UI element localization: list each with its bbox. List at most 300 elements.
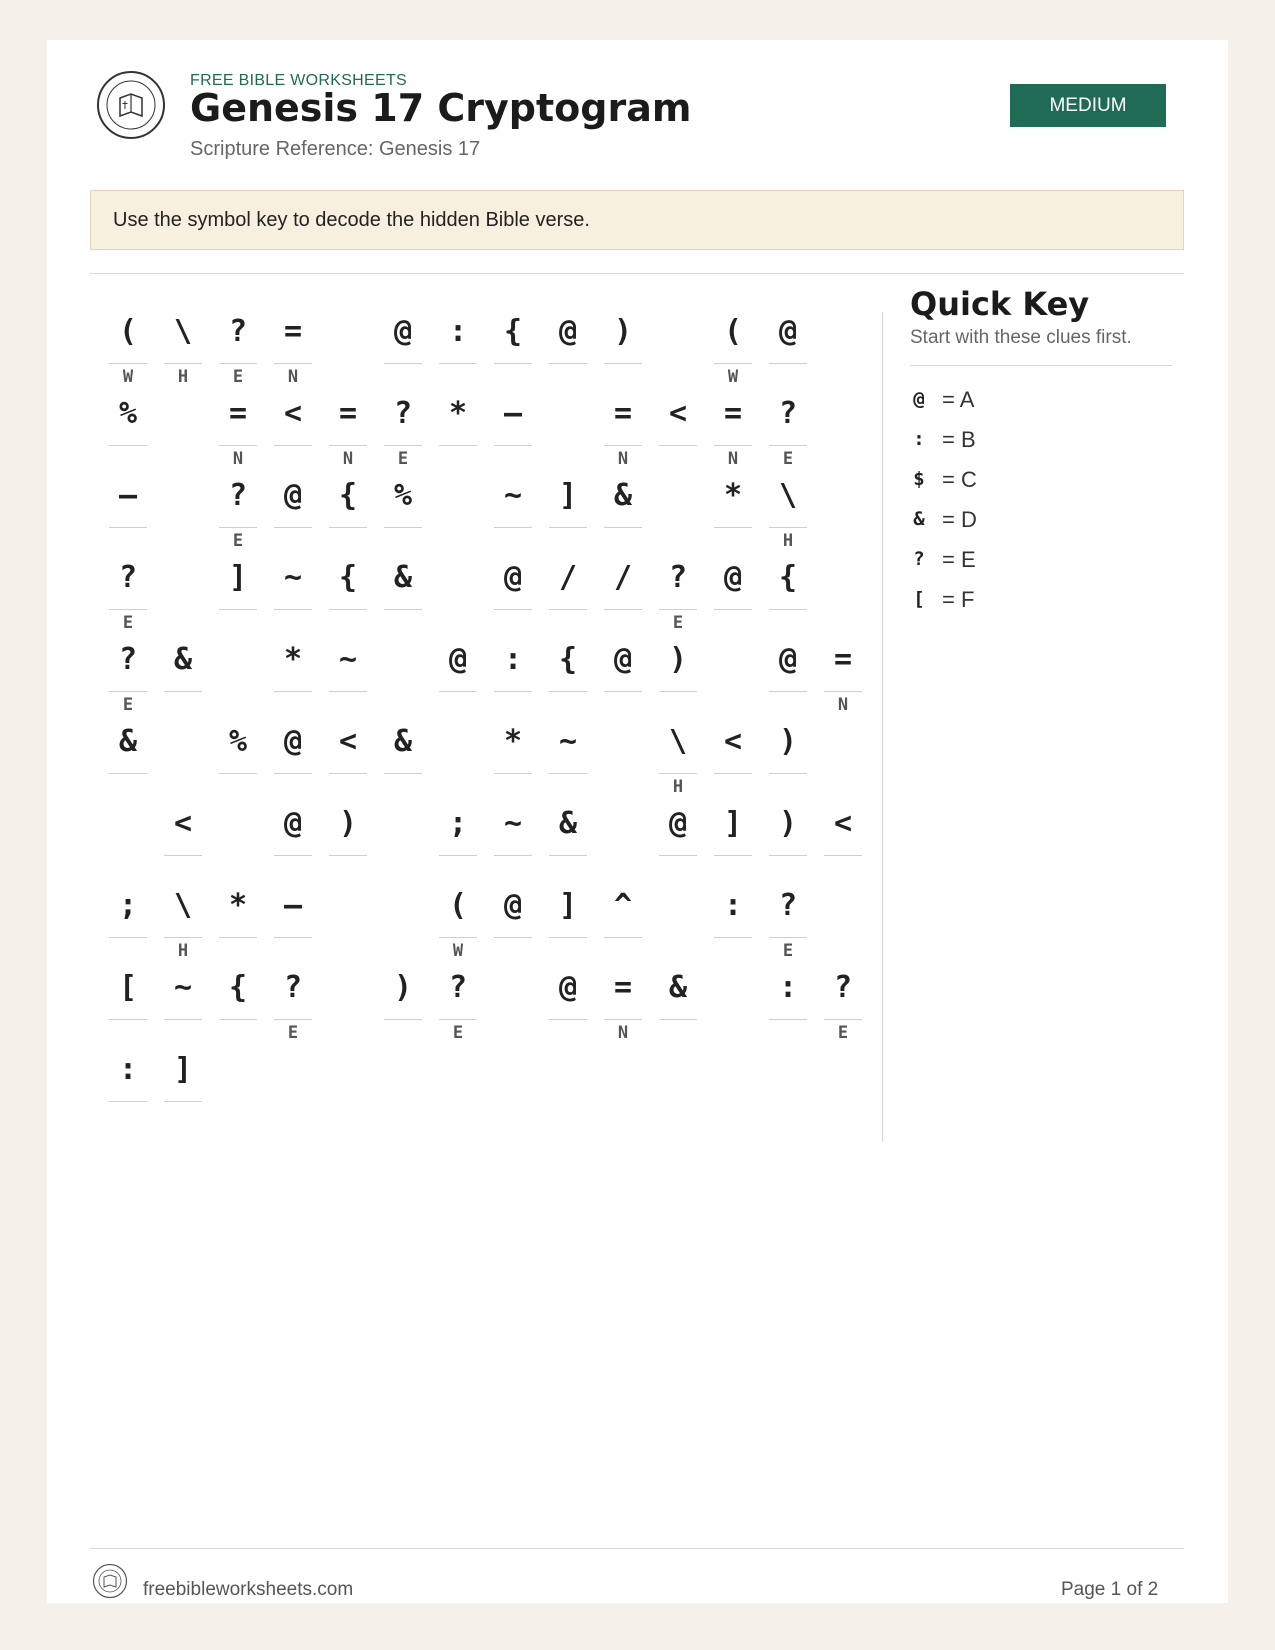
answer-letter [659, 1023, 697, 1043]
cipher-cell[interactable] [219, 469, 257, 551]
cipher-cell[interactable] [384, 961, 422, 1043]
answer-line[interactable] [219, 363, 257, 364]
cipher-symbol: = [833, 642, 853, 677]
answer-letter [329, 859, 367, 879]
cipher-symbol: & [393, 560, 413, 595]
cipher-cell[interactable] [769, 387, 807, 469]
answer-line[interactable] [164, 691, 202, 692]
cipher-cell[interactable] [659, 797, 697, 879]
answer-letter [384, 777, 422, 797]
cipher-cell[interactable] [274, 305, 312, 387]
cipher-cell[interactable] [769, 551, 807, 633]
cipher-cell[interactable] [604, 469, 642, 551]
answer-line[interactable] [714, 855, 752, 856]
answer-line[interactable] [329, 773, 367, 774]
cipher-cell[interactable] [769, 305, 807, 387]
cipher-cell[interactable] [714, 879, 752, 961]
cipher-cell[interactable] [439, 879, 477, 961]
cipher-cell[interactable] [439, 961, 477, 1043]
answer-line[interactable] [219, 937, 257, 938]
cipher-cell[interactable] [769, 715, 807, 797]
cipher-symbol: { [558, 642, 578, 677]
cipher-symbol: = [283, 314, 303, 349]
cipher-cell[interactable] [219, 387, 257, 469]
cipher-symbol: % [393, 478, 413, 513]
cipher-cell[interactable] [164, 879, 202, 961]
cipher-cell[interactable] [494, 797, 532, 879]
answer-line[interactable] [549, 937, 587, 938]
cipher-cell[interactable] [769, 879, 807, 961]
answer-line[interactable] [769, 855, 807, 856]
cipher-symbol: < [668, 396, 688, 431]
answer-line[interactable] [274, 773, 312, 774]
answer-line[interactable] [329, 445, 367, 446]
answer-letter [549, 941, 587, 961]
footer-divider [90, 1548, 1184, 1549]
cipher-cell[interactable] [604, 961, 642, 1043]
answer-letter [274, 613, 312, 633]
answer-line[interactable] [714, 527, 752, 528]
cipher-cell[interactable] [714, 387, 752, 469]
answer-letter: W [727, 367, 739, 387]
cipher-cell[interactable] [219, 879, 257, 961]
cipher-cell[interactable] [549, 715, 587, 797]
answer-letter [164, 859, 202, 879]
answer-letter [494, 695, 532, 715]
answer-letter: H [782, 531, 794, 551]
quick-key-subtitle: Start with these clues first. [910, 327, 1132, 348]
answer-letter [714, 941, 752, 961]
answer-line[interactable] [769, 937, 807, 938]
cipher-cell[interactable] [274, 879, 312, 961]
answer-line[interactable] [274, 691, 312, 692]
answer-letter [219, 777, 257, 797]
answer-line[interactable] [549, 855, 587, 856]
cipher-symbol: & [558, 806, 578, 841]
cipher-cell[interactable] [164, 797, 202, 879]
answer-letter: W [122, 367, 134, 387]
cipher-cell[interactable] [329, 469, 367, 551]
cipher-cell[interactable] [329, 797, 367, 879]
answer-line[interactable] [109, 445, 147, 446]
answer-line[interactable] [769, 363, 807, 364]
cipher-cell[interactable] [659, 387, 697, 469]
column-divider [882, 312, 883, 1142]
cipher-cell[interactable] [439, 797, 477, 879]
answer-line[interactable] [604, 363, 642, 364]
cipher-cell[interactable] [659, 633, 697, 715]
cipher-cell[interactable] [659, 551, 697, 633]
cipher-cell[interactable] [494, 715, 532, 797]
answer-line[interactable] [549, 691, 587, 692]
answer-line[interactable] [659, 691, 697, 692]
answer-line[interactable] [494, 527, 532, 528]
answer-line[interactable] [439, 691, 477, 692]
answer-line[interactable] [109, 937, 147, 938]
answer-line[interactable] [659, 445, 697, 446]
answer-line[interactable] [549, 1019, 587, 1020]
answer-letter [439, 449, 477, 469]
answer-line[interactable] [604, 445, 642, 446]
cipher-symbol: @ [558, 970, 578, 1005]
cipher-symbol: < [833, 806, 853, 841]
cipher-cell[interactable] [164, 305, 202, 387]
cipher-cell[interactable] [769, 797, 807, 879]
answer-letter [164, 1023, 202, 1043]
answer-line[interactable] [494, 363, 532, 364]
answer-letter [384, 531, 422, 551]
cipher-cell[interactable] [549, 305, 587, 387]
cipher-cell[interactable] [604, 305, 642, 387]
cipher-cell[interactable] [109, 715, 147, 797]
answer-line[interactable] [604, 691, 642, 692]
cipher-symbol: ) [778, 724, 798, 759]
answer-line[interactable] [659, 773, 697, 774]
cipher-cell[interactable] [329, 715, 367, 797]
answer-line[interactable] [219, 773, 257, 774]
answer-letter [769, 613, 807, 633]
answer-letter: N [342, 449, 354, 469]
answer-line[interactable] [549, 773, 587, 774]
cipher-cell[interactable] [274, 797, 312, 879]
cipher-cell[interactable] [549, 879, 587, 961]
answer-line[interactable] [109, 363, 147, 364]
cipher-cell[interactable] [274, 715, 312, 797]
answer-line[interactable] [769, 609, 807, 610]
answer-line[interactable] [494, 855, 532, 856]
cipher-cell[interactable] [604, 551, 642, 633]
cipher-cell[interactable] [164, 1043, 202, 1125]
answer-line[interactable] [439, 937, 477, 938]
cipher-symbol: ? [283, 970, 303, 1005]
answer-line[interactable] [659, 855, 697, 856]
answer-letter [769, 1023, 807, 1043]
cipher-cell[interactable] [274, 551, 312, 633]
answer-line[interactable] [164, 363, 202, 364]
cipher-symbol: & [118, 724, 138, 759]
cipher-symbol: ^ [613, 888, 633, 923]
answer-letter [604, 695, 642, 715]
answer-line[interactable] [329, 527, 367, 528]
answer-line[interactable] [494, 773, 532, 774]
answer-line[interactable] [494, 445, 532, 446]
answer-line[interactable] [769, 445, 807, 446]
answer-line[interactable] [219, 527, 257, 528]
cipher-cell[interactable] [769, 633, 807, 715]
cipher-cell[interactable] [384, 469, 422, 551]
cipher-symbol: \ [173, 314, 193, 349]
cipher-symbol: / [558, 560, 578, 595]
answer-line[interactable] [714, 937, 752, 938]
answer-letter [714, 777, 752, 797]
cipher-cell[interactable] [714, 715, 752, 797]
cipher-symbol: ] [558, 478, 578, 513]
answer-letter [494, 777, 532, 797]
answer-letter [659, 859, 697, 879]
answer-letter [274, 449, 312, 469]
cipher-symbol: ] [723, 806, 743, 841]
answer-letter [219, 613, 257, 633]
cipher-symbol: ~ [283, 560, 303, 595]
cipher-symbol: < [723, 724, 743, 759]
answer-letter [219, 1023, 257, 1043]
quick-key-item [910, 500, 1172, 540]
answer-letter [494, 449, 532, 469]
cipher-symbol: ? [778, 888, 798, 923]
cipher-cell[interactable] [494, 633, 532, 715]
cipher-cell[interactable] [494, 879, 532, 961]
answer-letter [604, 613, 642, 633]
cipher-symbol: * [448, 396, 468, 431]
cipher-symbol: ? [448, 970, 468, 1005]
answer-line[interactable] [109, 1101, 147, 1102]
answer-line[interactable] [274, 855, 312, 856]
cipher-symbol: \ [778, 478, 798, 513]
cipher-cell[interactable] [164, 633, 202, 715]
cipher-cell[interactable] [439, 387, 477, 469]
difficulty-badge: MEDIUM [1010, 84, 1166, 127]
answer-letter: N [232, 449, 244, 469]
cipher-cell[interactable] [714, 469, 752, 551]
answer-letter [494, 613, 532, 633]
answer-line[interactable] [769, 1019, 807, 1020]
answer-line[interactable] [604, 609, 642, 610]
cipher-symbol: ? [118, 560, 138, 595]
cipher-cell[interactable] [109, 387, 147, 469]
cipher-symbol: @ [778, 642, 798, 677]
answer-line[interactable] [384, 1019, 422, 1020]
answer-line[interactable] [329, 855, 367, 856]
answer-letter [274, 531, 312, 551]
answer-letter [439, 367, 477, 387]
answer-line[interactable] [714, 773, 752, 774]
answer-line[interactable] [219, 1019, 257, 1020]
cipher-cell[interactable] [659, 961, 697, 1043]
cipher-cell[interactable] [714, 551, 752, 633]
cipher-cell[interactable] [329, 633, 367, 715]
answer-line[interactable] [384, 363, 422, 364]
answer-line[interactable] [494, 609, 532, 610]
key-value: = B [942, 427, 976, 452]
answer-line[interactable] [164, 937, 202, 938]
answer-line[interactable] [769, 691, 807, 692]
answer-line[interactable] [439, 445, 477, 446]
answer-line[interactable] [274, 363, 312, 364]
cipher-symbol: \ [668, 724, 688, 759]
cipher-cell[interactable] [109, 551, 147, 633]
cipher-cell[interactable] [384, 551, 422, 633]
cipher-symbol: @ [778, 314, 798, 349]
cipher-cell[interactable] [219, 305, 257, 387]
cipher-symbol: : [448, 314, 468, 349]
cipher-symbol: { [503, 314, 523, 349]
quick-key-item [910, 420, 1172, 460]
answer-letter [439, 695, 477, 715]
cipher-cell[interactable] [549, 633, 587, 715]
answer-letter [219, 941, 257, 961]
brand-name: FREE BIBLE WORKSHEETS [190, 72, 408, 89]
answer-letter [714, 531, 752, 551]
cipher-cell[interactable] [604, 387, 642, 469]
answer-line[interactable] [109, 773, 147, 774]
cipher-cell[interactable] [109, 305, 147, 387]
answer-line[interactable] [329, 609, 367, 610]
answer-line[interactable] [769, 527, 807, 528]
answer-line[interactable] [274, 445, 312, 446]
answer-line[interactable] [274, 527, 312, 528]
cipher-cell[interactable] [494, 387, 532, 469]
cipher-symbol: % [228, 724, 248, 759]
cipher-cell[interactable] [329, 551, 367, 633]
cipher-cell[interactable] [824, 633, 862, 715]
answer-line[interactable] [439, 363, 477, 364]
cipher-cell[interactable] [769, 961, 807, 1043]
answer-line[interactable] [604, 1019, 642, 1020]
answer-line[interactable] [164, 1019, 202, 1020]
cipher-cell[interactable] [274, 633, 312, 715]
cipher-cell[interactable] [549, 551, 587, 633]
cipher-cell[interactable] [604, 633, 642, 715]
cipher-cell[interactable] [274, 961, 312, 1043]
cipher-symbol: @ [283, 806, 303, 841]
answer-line[interactable] [714, 609, 752, 610]
cipher-cell[interactable] [824, 797, 862, 879]
cipher-symbol: ? [833, 970, 853, 1005]
cipher-cell[interactable] [109, 633, 147, 715]
cipher-symbol: ) [778, 806, 798, 841]
answer-letter: N [837, 695, 849, 715]
answer-line[interactable] [824, 855, 862, 856]
answer-line[interactable] [164, 1101, 202, 1102]
quick-key-item [910, 540, 1172, 580]
cipher-symbol: ? [393, 396, 413, 431]
answer-line[interactable] [439, 1019, 477, 1020]
cipher-cell[interactable] [549, 797, 587, 879]
answer-letter [549, 1023, 587, 1043]
cipher-cell[interactable] [384, 715, 422, 797]
cipher-cell[interactable] [384, 305, 422, 387]
answer-line[interactable] [274, 937, 312, 938]
answer-letter [549, 367, 587, 387]
answer-line[interactable] [109, 527, 147, 528]
cipher-symbol: @ [393, 314, 413, 349]
cipher-cell[interactable] [439, 305, 477, 387]
answer-line[interactable] [219, 445, 257, 446]
cipher-cell[interactable] [274, 387, 312, 469]
answer-line[interactable] [824, 691, 862, 692]
answer-letter: E [837, 1023, 849, 1043]
answer-line[interactable] [384, 527, 422, 528]
cipher-cell[interactable] [109, 1043, 147, 1125]
answer-line[interactable] [494, 937, 532, 938]
answer-letter [329, 531, 367, 551]
cipher-cell[interactable] [219, 961, 257, 1043]
key-symbol: @ [913, 388, 925, 410]
quick-key-item [910, 580, 1172, 620]
cipher-symbol: { [778, 560, 798, 595]
cipher-cell[interactable] [494, 305, 532, 387]
cipher-symbol: * [723, 478, 743, 513]
answer-line[interactable] [659, 609, 697, 610]
cipher-cell[interactable] [659, 715, 697, 797]
answer-letter: N [287, 367, 299, 387]
cipher-symbol: @ [283, 478, 303, 513]
answer-line[interactable] [549, 609, 587, 610]
answer-line[interactable] [109, 1019, 147, 1020]
answer-letter [769, 777, 807, 797]
cipher-cell[interactable] [549, 469, 587, 551]
cipher-cell[interactable] [769, 469, 807, 551]
answer-line[interactable] [384, 773, 422, 774]
cipher-cell[interactable] [384, 387, 422, 469]
cipher-cell[interactable] [109, 879, 147, 961]
key-value: = C [942, 467, 977, 492]
cipher-symbol: ? [668, 560, 688, 595]
cipher-cell[interactable] [549, 961, 587, 1043]
cipher-symbol: ~ [338, 642, 358, 677]
answer-line[interactable] [549, 363, 587, 364]
answer-line[interactable] [109, 691, 147, 692]
cipher-cell[interactable] [494, 469, 532, 551]
answer-line[interactable] [659, 1019, 697, 1020]
answer-line[interactable] [109, 609, 147, 610]
cipher-symbol: < [283, 396, 303, 431]
answer-line[interactable] [384, 445, 422, 446]
answer-line[interactable] [164, 855, 202, 856]
cipher-cell[interactable] [494, 551, 532, 633]
answer-line[interactable] [219, 609, 257, 610]
answer-letter [164, 1105, 202, 1125]
answer-letter [164, 695, 202, 715]
answer-line[interactable] [439, 855, 477, 856]
book-logo-icon [92, 1563, 128, 1599]
cipher-cell[interactable] [439, 633, 477, 715]
cipher-cell[interactable] [604, 879, 642, 961]
cipher-cell[interactable] [219, 551, 257, 633]
cipher-symbol: ] [228, 560, 248, 595]
cipher-cell[interactable] [329, 387, 367, 469]
answer-line[interactable] [329, 691, 367, 692]
answer-letter [274, 777, 312, 797]
answer-line[interactable] [549, 527, 587, 528]
answer-line[interactable] [769, 773, 807, 774]
answer-letter [274, 941, 312, 961]
cipher-cell[interactable] [714, 797, 752, 879]
answer-line[interactable] [824, 1019, 862, 1020]
answer-line[interactable] [714, 363, 752, 364]
answer-line[interactable] [604, 527, 642, 528]
answer-line[interactable] [604, 937, 642, 938]
answer-letter: E [397, 449, 409, 469]
cipher-cell[interactable] [109, 469, 147, 551]
answer-line[interactable] [494, 691, 532, 692]
cipher-cell[interactable] [824, 961, 862, 1043]
cipher-symbol: : [778, 970, 798, 1005]
cipher-cell[interactable] [109, 961, 147, 1043]
cipher-cell[interactable] [274, 469, 312, 551]
cipher-symbol: ~ [503, 478, 523, 513]
cipher-cell[interactable] [164, 961, 202, 1043]
answer-line[interactable] [274, 1019, 312, 1020]
answer-line[interactable] [274, 609, 312, 610]
answer-letter [439, 859, 477, 879]
answer-line[interactable] [384, 609, 422, 610]
cipher-cell[interactable] [219, 715, 257, 797]
answer-line[interactable] [714, 445, 752, 446]
footer-site: freebibleworksheets.com [143, 1579, 354, 1600]
cipher-cell[interactable] [714, 305, 752, 387]
cryptogram-puzzle [47, 40, 1228, 1603]
